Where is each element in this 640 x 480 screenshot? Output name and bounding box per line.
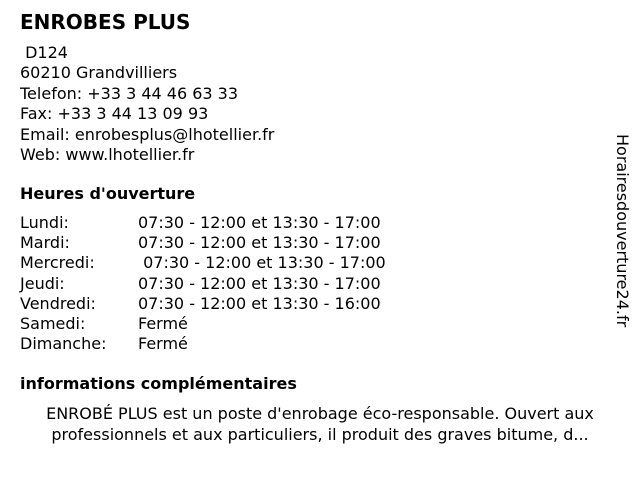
postal-city: 60210 Grandvilliers [20,63,178,83]
hours-row-sunday [20,334,440,354]
street-address: D124 [20,43,68,62]
website-address: Web: www.lhotellier.fr [20,144,195,164]
hours-row-friday [20,294,440,314]
contact-details [20,43,274,165]
fax-number: Fax: +33 3 44 13 09 93 [20,104,209,124]
hours-row-thursday [20,274,440,294]
opening-hours-heading: Heures d'ouverture [20,184,196,203]
day-hours: 07:30 - 12:00 et 13:30 - 17:00 [138,273,381,293]
day-label: Jeudi: [20,273,65,293]
business-description: ENROBÉ PLUS est un poste d'enrobage éco-responsable. Ouvert aux professionnels et aux particuliers, il produit des graves bitume, d... [46,404,594,444]
day-hours: 07:30 - 12:00 et 13:30 - 17:00 [138,253,386,273]
day-label: Lundi: [20,213,69,232]
day-hours: Fermé [138,313,188,333]
day-label: Samedi: [20,313,86,333]
day-hours: 07:30 - 12:00 et 13:30 - 17:00 [138,233,381,253]
hours-row-wednesday [20,253,440,273]
day-hours: 07:30 - 12:00 et 13:30 - 16:00 [138,293,381,313]
day-hours: Fermé [138,334,188,354]
phone-number: Telefon: +33 3 44 46 63 33 [20,83,239,103]
additional-info-heading: informations complémentaires [20,374,297,393]
day-label: Mercredi: [20,253,95,273]
site-watermark: Horairesdouverture24.fr [613,134,632,328]
day-label: Mardi: [20,233,70,253]
opening-hours-table [20,213,440,354]
hours-row-tuesday [20,233,440,253]
hours-row-saturday [20,314,440,334]
business-name: ENROBES PLUS [20,10,191,34]
day-label: Vendredi: [20,293,96,313]
email-address: Email: enrobesplus@lhotellier.fr [20,124,275,144]
day-hours: 07:30 - 12:00 et 13:30 - 17:00 [138,213,381,232]
hours-row-monday [20,213,440,233]
day-label: Dimanche: [20,334,107,354]
